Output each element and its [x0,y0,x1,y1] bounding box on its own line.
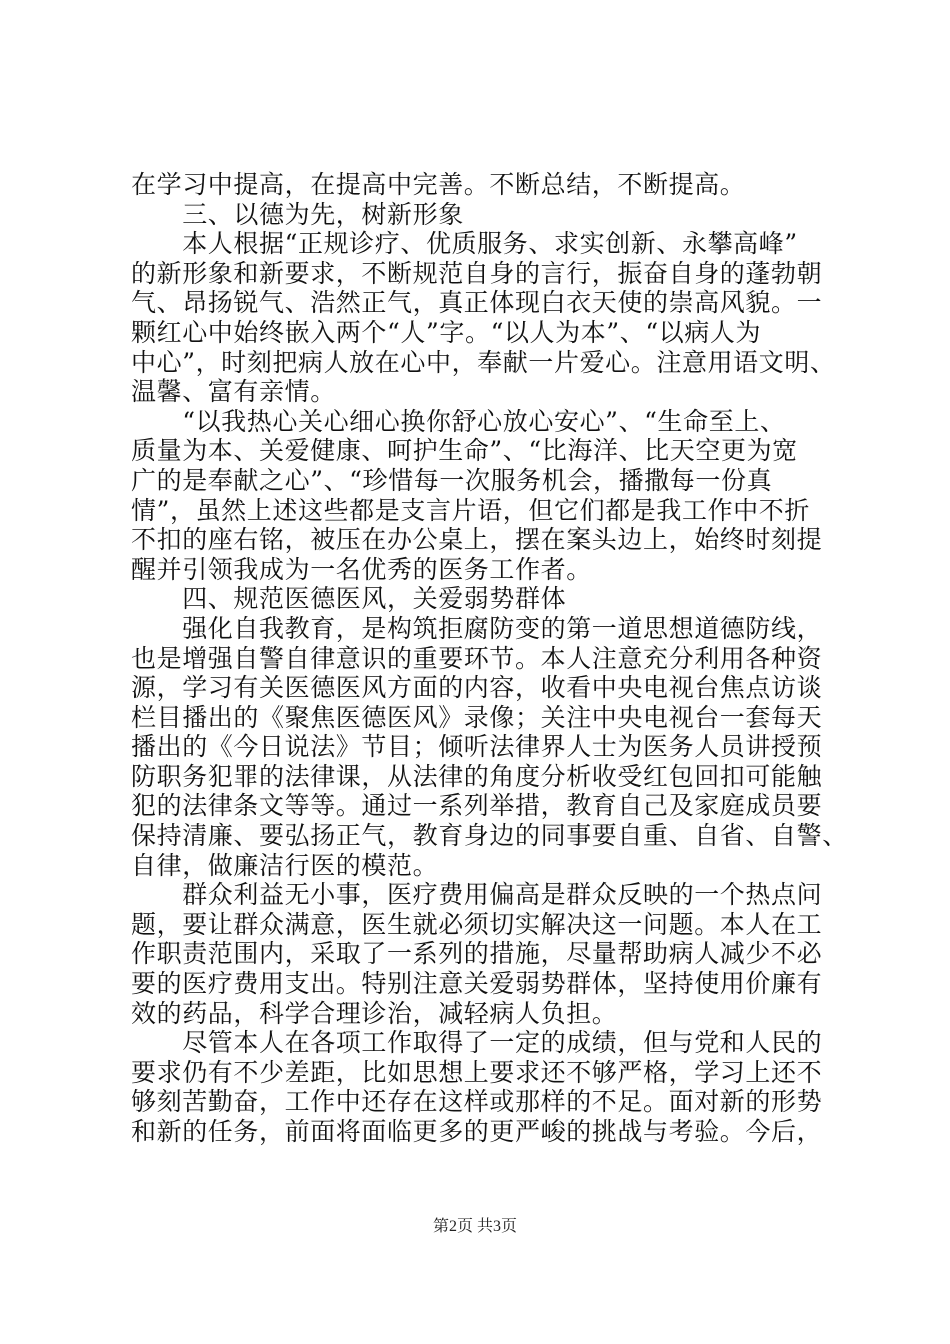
text-line: 中心”，时刻把病人放在心中，奉献一片爱心。注意用语文明、 [131,347,836,377]
text-line: 质量为本、关爱健康、呵护生命”、“比海洋、比天空更为宽 [131,436,798,466]
text-line: 醒并引领我成为一名优秀的医务工作者。 [131,554,592,584]
text-line: 也是增强自警自律意识的重要环节。本人注意充分利用各种资 [131,643,823,673]
text-line: 的新形象和新要求，不断规范自身的言行，振奋自身的蓬勃朝 [131,258,823,288]
text-line: “以我热心关心细心换你舒心放心安心”、“生命至上、 [131,406,786,436]
text-line: 效的药品，科学合理诊治，减轻病人负担。 [131,998,618,1028]
text-line: 题，要让群众满意，医生就必须切实解决这一问题。本人在工 [131,909,823,939]
text-line: 本人根据“正规诊疗、优质服务、求实创新、永攀高峰” [131,229,798,259]
section-heading: 三、以德为先，树新形象 [131,199,464,229]
section-heading: 四、规范医德医风，关爱弱势群体 [131,584,567,614]
text-line: 要求仍有不少差距，比如思想上要求还不够严格，学习上还不 [131,1057,823,1087]
text-line: 广的是奉献之心”、“珍惜每一次服务机会，播撒每一份真 [131,465,773,495]
text-line: 犯的法律条文等等。通过一系列举措，教育自己及家庭成员要 [131,791,823,821]
text-line: 源，学习有关医德医风方面的内容，收看中央电视台焦点访谈 [131,673,823,703]
document-body [131,170,848,1147]
text-line: 强化自我教育，是构筑拒腐防变的第一道思想道德防线， [131,613,823,643]
text-line: 和新的任务，前面将面临更多的更严峻的挑战与考验。今后， [131,1117,823,1146]
text-line: 颗红心中始终嵌入两个“人”字。“以人为本”、“以病人为 [131,317,762,347]
text-line: 在学习中提高，在提高中完善。不断总结，不断提高。 [131,170,746,199]
text-line: 气、昂扬锐气、浩然正气，真正体现白衣天使的崇高风貌。一 [131,288,823,318]
page-footer: 第2页 共3页 [432,1218,517,1235]
text-line: 尽管本人在各项工作取得了一定的成绩，但与党和人民的 [131,1028,823,1058]
text-line: 够刻苦勤奋，工作中还存在这样或那样的不足。面对新的形势 [131,1087,823,1117]
text-line: 栏目播出的《聚焦医德医风》录像；关注中央电视台一套每天 [131,702,823,732]
text-line: 作职责范围内，采取了一系列的措施，尽量帮助病人减少不必 [131,939,823,969]
text-line: 不扣的座右铭，被压在办公桌上，摆在案头边上，始终时刻提 [131,525,823,555]
text-line: 防职务犯罪的法律课，从法律的角度分析收受红包回扣可能触 [131,761,823,791]
text-line: 情”，虽然上述这些都是支言片语，但它们都是我工作中不折 [131,495,810,525]
text-line: 播出的《今日说法》节目；倾听法律界人士为医务人员讲授预 [131,732,823,762]
text-line: 温馨、富有亲情。 [131,377,336,407]
text-line: 要的医疗费用支出。特别注意关爱弱势群体，坚持使用价廉有 [131,969,823,999]
text-line: 自律，做廉洁行医的模范。 [131,850,439,880]
text-line: 群众利益无小事，医疗费用偏高是群众反映的一个热点问 [131,880,823,910]
text-line: 保持清廉、要弘扬正气，教育身边的同事要自重、自省、自警、 [131,821,848,851]
